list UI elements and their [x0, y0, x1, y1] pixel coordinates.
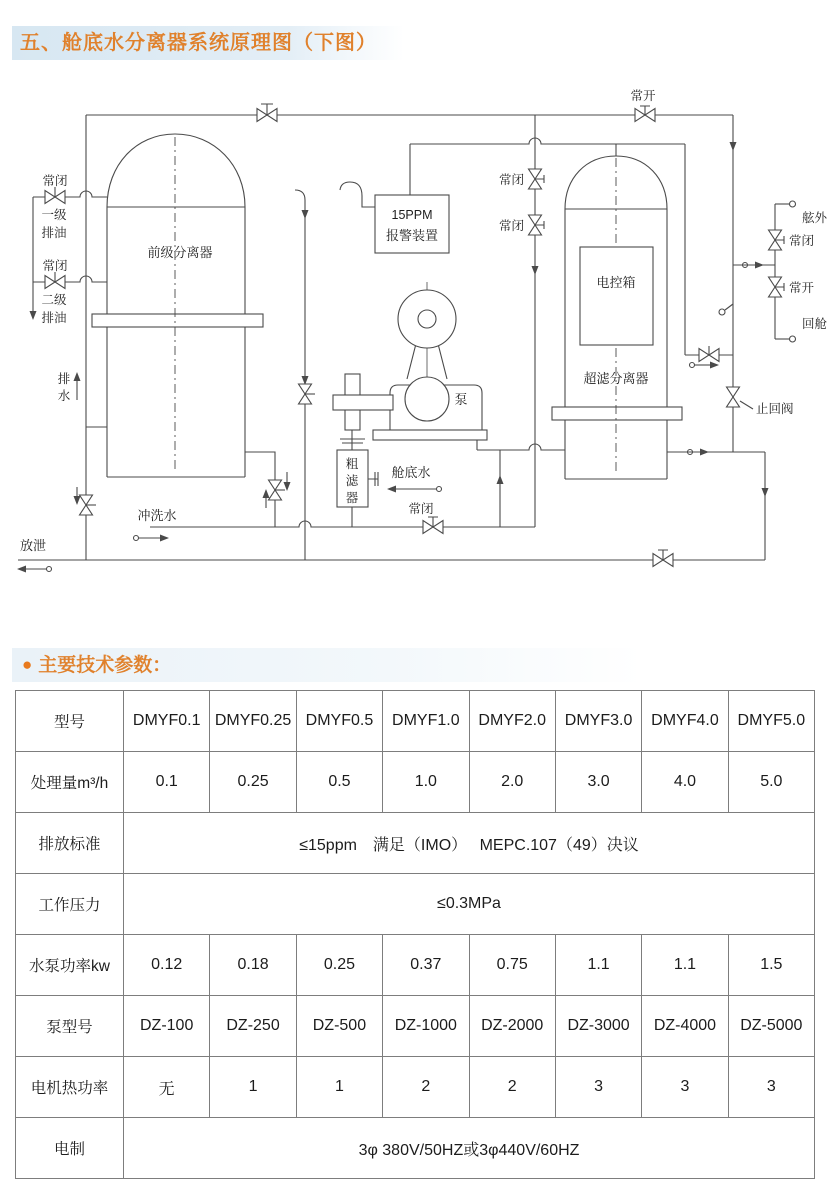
table-cell: DMYF1.0 [383, 691, 469, 752]
check-valve-tick [740, 401, 753, 409]
row-label: 工作压力 [16, 874, 124, 935]
pipe-flush [150, 521, 535, 527]
table-cell: 0.1 [124, 752, 210, 813]
table-cell: DMYF3.0 [555, 691, 641, 752]
table-cell: 5.0 [728, 752, 814, 813]
params-heading [12, 648, 642, 682]
pipe-flush-riser1 [245, 452, 275, 527]
uf-separator-label: 超滤分离器 [583, 371, 649, 386]
table-row-electric [16, 1118, 815, 1179]
control-box-label: 电控箱 [596, 275, 636, 290]
pump-label: 泵 [454, 392, 468, 407]
table-row-heater-power [16, 1057, 815, 1118]
table-cell: 无 [124, 1057, 210, 1118]
no-label-return: 常开 [789, 281, 815, 295]
alarm-probe [340, 182, 375, 207]
table-row-pump-power [16, 935, 815, 996]
table-cell: DZ-250 [210, 996, 296, 1057]
oil2-line1: 二级 [41, 293, 67, 307]
table-cell: DMYF0.5 [296, 691, 382, 752]
table-cell: 3 [728, 1057, 814, 1118]
table-row-pump-model [16, 996, 815, 1057]
table-cell-span: 3φ 380V/50HZ或3φ440V/60HZ [124, 1118, 815, 1179]
nc-label-recirc2: 常闭 [498, 219, 524, 233]
flush-water-label: 冲洗水 [137, 508, 177, 523]
table-cell: DZ-100 [124, 996, 210, 1057]
coarse-filter-char1: 粗 [345, 457, 359, 471]
table-cell: 1 [210, 1057, 296, 1118]
row-label: 泵型号 [16, 996, 124, 1057]
bilge-water-label: 舱底水 [391, 465, 431, 480]
no-label-top: 常开 [630, 89, 656, 103]
check-valve-label: 止回阀 [756, 402, 794, 416]
alarm-box [375, 195, 449, 253]
table-cell: 0.5 [296, 752, 382, 813]
row-label: 电制 [16, 1118, 124, 1179]
pipe-bypass [295, 190, 305, 560]
table-cell: 3 [642, 1057, 728, 1118]
schematic-svg [0, 82, 830, 617]
spec-table [15, 690, 815, 1179]
row-label: 处理量m³/h [16, 752, 124, 813]
table-cell: 1.0 [383, 752, 469, 813]
table-cell: DZ-500 [296, 996, 382, 1057]
row-label: 型号 [16, 691, 124, 752]
table-cell: 1.1 [642, 935, 728, 996]
coarse-filter-char3: 器 [345, 491, 359, 505]
table-cell: DZ-1000 [383, 996, 469, 1057]
table-cell: DZ-3000 [555, 996, 641, 1057]
pump-assembly [373, 282, 487, 440]
nc-label-recirc1: 常闭 [498, 173, 524, 187]
coarse-filter-char2: 滤 [345, 474, 359, 488]
oil1-line1: 一级 [41, 208, 67, 222]
pipe-oil2 [33, 276, 107, 282]
alarm-label-2: 报警装置 [385, 228, 439, 243]
table-cell: 3 [555, 1057, 641, 1118]
table-cell: 0.25 [296, 935, 382, 996]
drain-water-char2: 水 [57, 389, 71, 403]
table-cell: DZ-4000 [642, 996, 728, 1057]
nc-label-oil1: 常闭 [42, 174, 68, 188]
row-label: 排放标准 [16, 813, 124, 874]
table-row-model [16, 691, 815, 752]
alarm-label-1: 15PPM [391, 208, 433, 222]
check-valve [727, 387, 740, 407]
table-row-standard [16, 813, 815, 874]
table-cell-span: ≤15ppm 满足（IMO） MEPC.107（49）决议 [124, 813, 815, 874]
drain-off-label: 放泄 [19, 538, 47, 553]
table-cell: DZ-2000 [469, 996, 555, 1057]
table-cell: 1.1 [555, 935, 641, 996]
pre-separator-tank [92, 134, 263, 477]
table-row-capacity [16, 752, 815, 813]
table-cell: DMYF0.25 [210, 691, 296, 752]
bullet-icon: ● [22, 655, 33, 674]
table-cell: 1 [296, 1057, 382, 1118]
oil2-line2: 排油 [41, 311, 67, 325]
table-cell: DZ-5000 [728, 996, 814, 1057]
table-cell: DMYF5.0 [728, 691, 814, 752]
table-cell: 4.0 [642, 752, 728, 813]
table-cell: 2 [469, 1057, 555, 1118]
table-cell: 0.75 [469, 935, 555, 996]
table-cell: 0.18 [210, 935, 296, 996]
nc-label-oil2: 常闭 [42, 259, 68, 273]
drain-water-char1: 排 [57, 372, 71, 386]
oil1-line2: 排油 [41, 226, 67, 240]
pre-separator-label: 前级分离器 [147, 245, 213, 260]
system-diagram [0, 82, 830, 617]
page-title: 五、舱底水分离器系统原理图（下图） [12, 26, 404, 60]
pipe-sample [410, 138, 685, 195]
table-cell: 1.5 [728, 935, 814, 996]
table-cell: DMYF2.0 [469, 691, 555, 752]
table-cell: 0.37 [383, 935, 469, 996]
table-cell-span: ≤0.3MPa [124, 874, 815, 935]
row-label: 电机热功率 [16, 1057, 124, 1118]
filter-inlet-fitting [368, 472, 378, 486]
nc-label-flushline: 常闭 [408, 502, 434, 516]
uf-separator-tank [552, 156, 682, 479]
params-heading-text: 主要技术参数： [38, 655, 172, 676]
overboard-label: 舷外 [802, 211, 828, 225]
pipe-oil1 [33, 191, 107, 197]
pipe-discharge [477, 440, 565, 450]
pipe-cock [725, 304, 733, 310]
table-cell: 2 [383, 1057, 469, 1118]
table-cell: DMYF4.0 [642, 691, 728, 752]
table-cell: DMYF0.1 [124, 691, 210, 752]
table-cell: 2.0 [469, 752, 555, 813]
nc-label-overboard: 常闭 [789, 234, 815, 248]
row-label: 水泵功率kw [16, 935, 124, 996]
table-cell: 3.0 [555, 752, 641, 813]
table-cell: 0.25 [210, 752, 296, 813]
table-row-pressure [16, 874, 815, 935]
table-cell: 0.12 [124, 935, 210, 996]
return-cabin-label: 回舱 [802, 317, 828, 331]
